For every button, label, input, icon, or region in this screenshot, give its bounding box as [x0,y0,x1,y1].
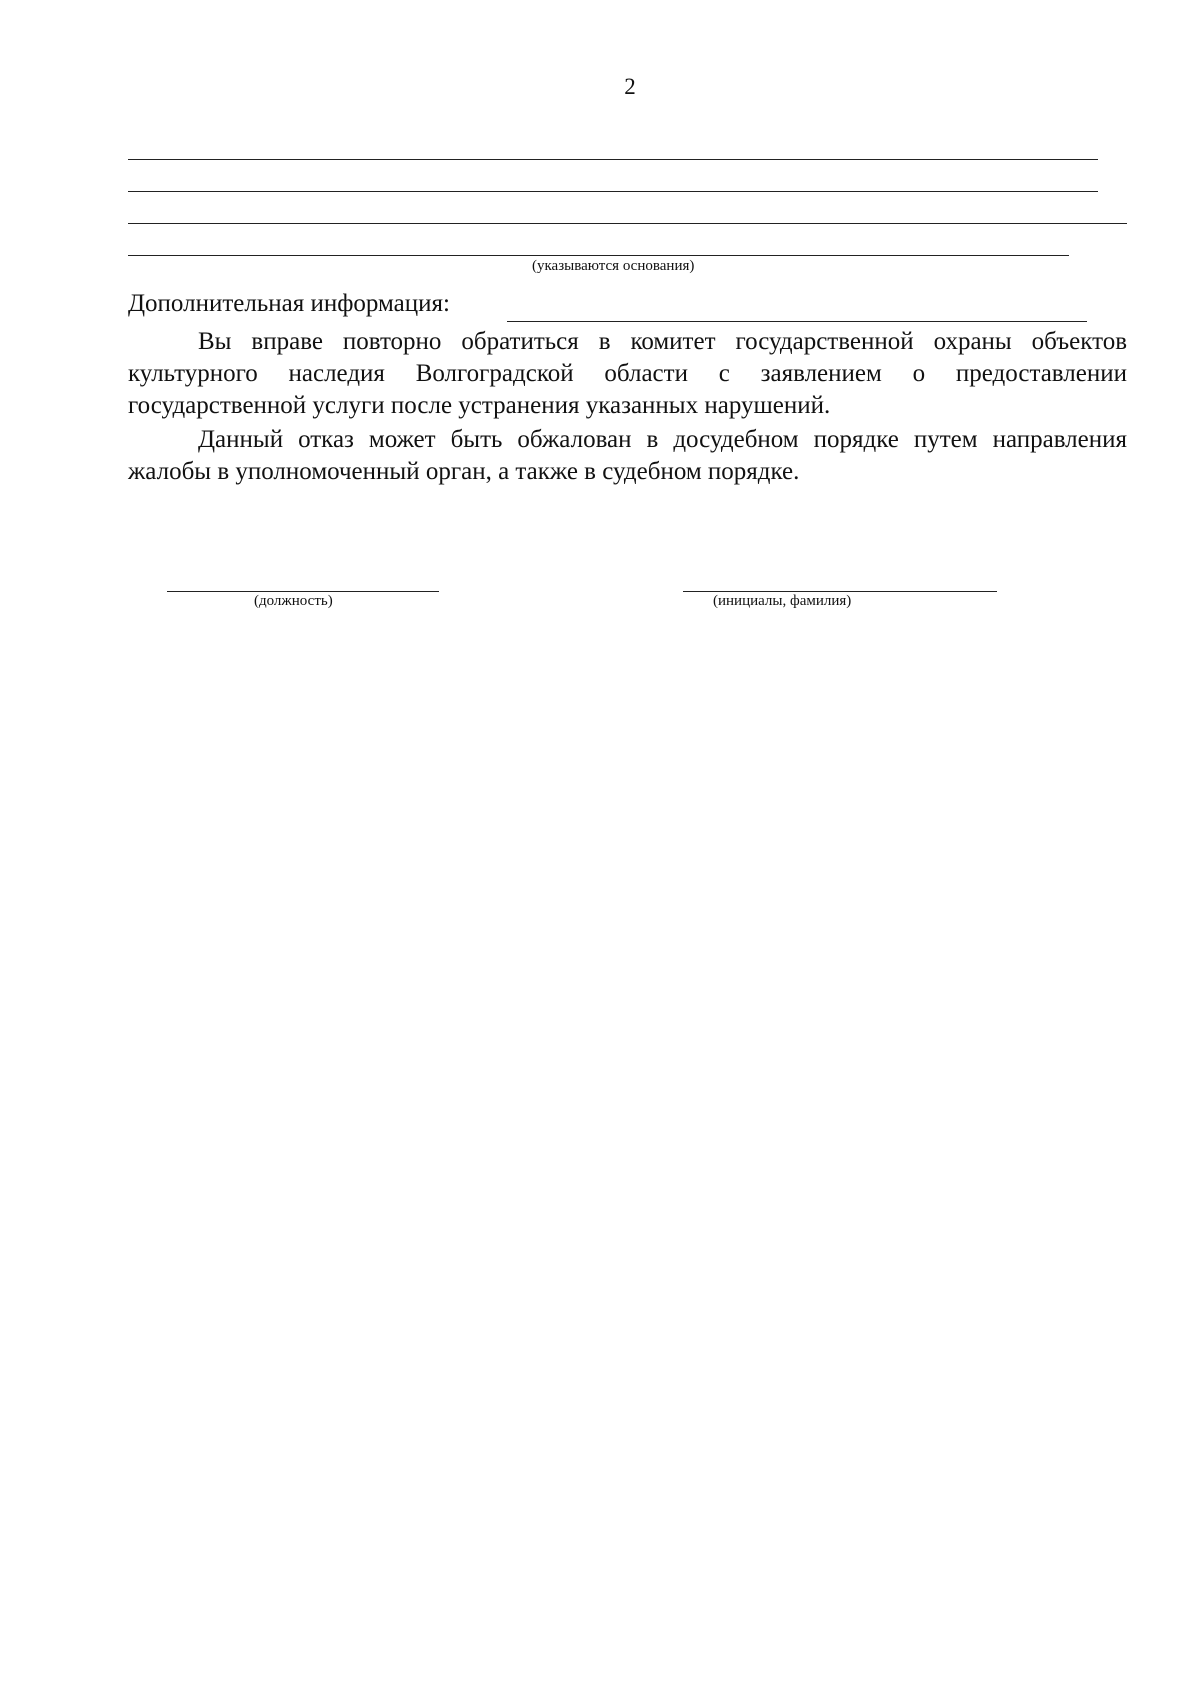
grounds-line-2 [128,191,1098,192]
grounds-caption: (указываются основания) [532,258,695,274]
resubmit-paragraph: Вы вправе повторно обратиться в комитет государственной охраны объектов культурного наследия Волгоградской области с заявлением о предоставлении государственной услуги после устранения указанных нарушений. [128,328,1127,419]
additional-info-label: Дополнительная информация: [128,290,450,317]
additional-info-line [507,321,1087,322]
grounds-line-3 [128,223,1127,224]
name-signature-line [683,591,997,592]
page-number: 2 [624,74,636,99]
grounds-line-1 [128,159,1098,160]
grounds-line-4 [128,255,1069,256]
position-caption: (должность) [254,593,333,609]
position-signature-line [167,591,439,592]
name-caption: (инициалы, фамилия) [713,593,852,609]
appeal-paragraph: Данный отказ может быть обжалован в досудебном порядке путем направления жалобы в уполномоченный орган, а также в судебном порядке. [128,426,1127,485]
